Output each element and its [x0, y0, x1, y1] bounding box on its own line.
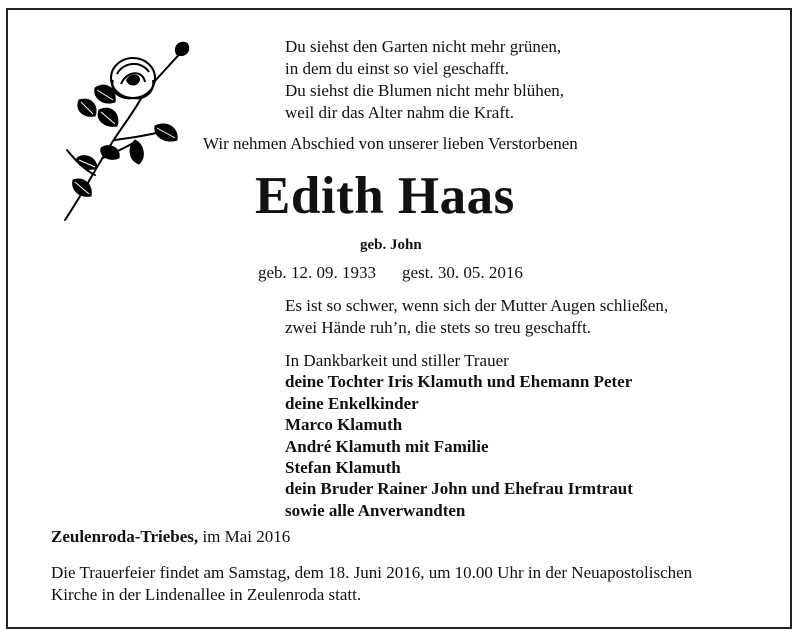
verse [285, 295, 668, 339]
poem-line: Du siehst den Garten nicht mehr grünen, [285, 37, 562, 56]
life-dates [258, 263, 523, 283]
mourners-list [285, 350, 633, 521]
poem-line: weil dir das Alter nahm die Kraft. [285, 103, 514, 122]
mourner: Marco Klamuth [285, 415, 403, 435]
verse-line: Es ist so schwer, wenn sich der Mutter Augen schließen, [285, 296, 669, 315]
place: Zeulenroda-Triebes, [51, 527, 199, 546]
mourner: deine Tochter Iris Klamuth und Ehemann Peter [285, 372, 633, 392]
maiden-name: geb. John [360, 237, 422, 253]
verse-line: zwei Hände ruh’n, die stets so treu geschafft. [285, 318, 592, 337]
month-year: im Mai 2016 [198, 527, 291, 546]
poem-line: in dem du einst so viel geschafft. [285, 59, 509, 78]
mourner: sowie alle Anverwandten [285, 500, 466, 520]
mourner: André Klamuth mit Familie [285, 436, 489, 456]
mourner: Stefan Klamuth [285, 458, 401, 478]
memorial-poem [285, 36, 564, 124]
farewell-intro: Wir nehmen Abschied von unserer lieben Verstorbenen [203, 134, 578, 153]
poem-line: Du siehst die Blumen nicht mehr blühen, [285, 81, 565, 100]
mourners-intro: In Dankbarkeit und stiller Trauer [285, 351, 509, 370]
place-date [51, 527, 290, 547]
funeral-line: Kirche in der Lindenallee in Zeulenroda statt. [51, 585, 362, 604]
mourner: dein Bruder Rainer John und Ehefrau Irmtraut [285, 479, 633, 499]
death-date: gest. 30. 05. 2016 [402, 263, 523, 282]
birth-date: geb. 12. 09. 1933 [258, 263, 377, 282]
funeral-line: Die Trauerfeier findet am Samstag, dem 18. Juni 2016, um 10.00 Uhr in der Neuapostolischen [51, 563, 693, 582]
funeral-info [51, 562, 692, 606]
rose-icon [55, 40, 200, 222]
mourner: deine Enkelkinder [285, 393, 419, 413]
deceased-name: Edith Haas [255, 167, 515, 225]
